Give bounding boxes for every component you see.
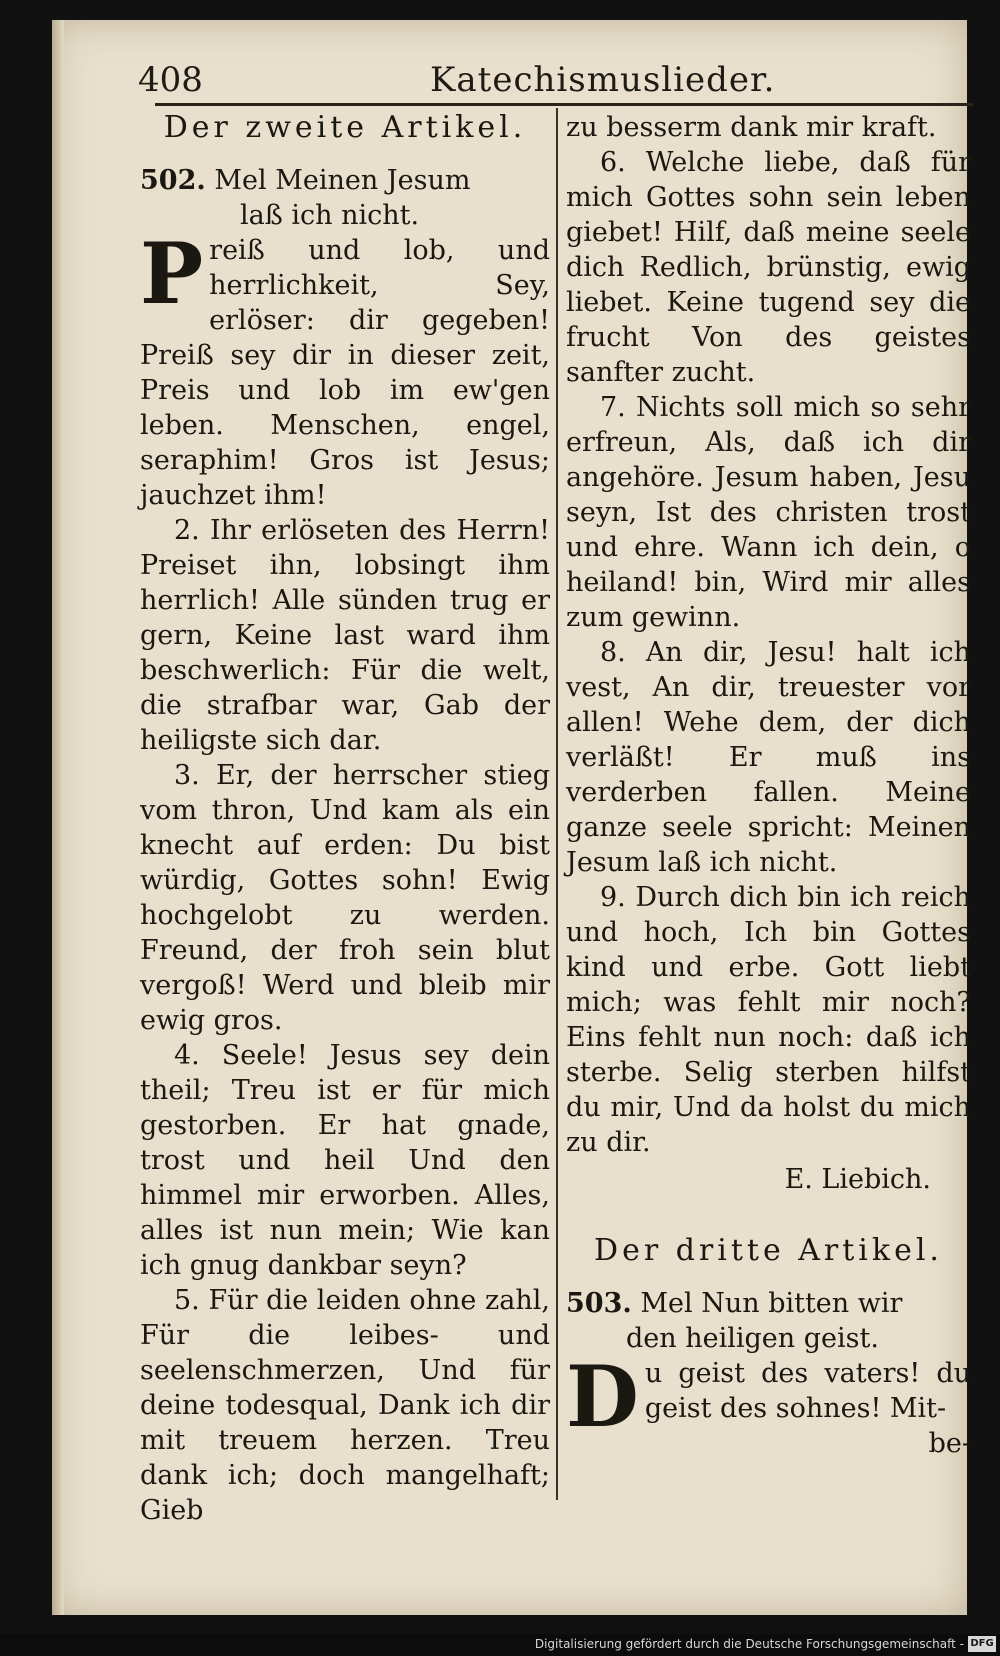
header-rule	[155, 103, 973, 106]
verse-1-text: reiß und lob, und herrlichkeit, Sey, erlöser: dir gegeben! Preiß sey dir in dieser zeit, Preis und lob im ew'gen leben. Menschen, engel, seraphim! Gros ist Jesus; jauchzet ihm!	[140, 235, 550, 511]
dfg-logo: DFG	[968, 1636, 996, 1652]
author-signature: E. Liebich.	[784, 1164, 931, 1195]
page-header	[130, 52, 970, 102]
verse-8: 8. An dir, Jesu! halt ich vest, An dir, treuester vor allen! Wehe dem, der dich verläßt! Er muß ins verderben fallen. Meine ganze seele spricht: Meinen Jesum laß ich nicht.	[566, 637, 971, 878]
hymn-503-verse-1-text: u geist des vaters! du geist des sohnes! Mit-	[644, 1358, 971, 1424]
section-title-second-article: Der zweite Artikel.	[163, 110, 527, 145]
hymn-number-503: 503.	[566, 1288, 632, 1319]
running-head: Katechismuslieder.	[430, 60, 776, 100]
verse-5-continuation: zu besserm dank mir kraft.	[566, 112, 937, 143]
page-edge	[52, 20, 64, 1615]
verse-6: 6. Welche liebe, daß für mich Gottes sohn sein leben giebet! Hilf, daß meine seele dich Redlich, brünstig, ewig liebet. Keine tugend sey die frucht Von des geistes sanfter zucht.	[566, 147, 971, 388]
verse-7: 7. Nichts soll mich so sehr erfreun, Als, daß ich dir angehöre. Jesum haben, Jesu seyn, Ist des christen trost und ehre. Wann ich dein, o heiland! bin, Wird mir alles zum gewinn.	[566, 392, 971, 633]
drop-cap: P	[140, 224, 204, 323]
digitization-footer	[0, 1634, 1000, 1656]
verse-4: 4. Seele! Jesus sey dein theil; Treu ist er für mich gestorben. Er hat gnade, trost und heil Und den himmel mir erworben. Alles, alles ist nun mein; Wie kan ich gnug dankbar seyn?	[140, 1040, 550, 1281]
verse-1	[140, 224, 550, 513]
melody-line-1: Mel Meinen Jesum	[214, 165, 471, 196]
page-number: 408	[138, 60, 203, 100]
melody-503-line-2: den heiligen geist.	[626, 1323, 879, 1354]
funding-credit: Digitalisierung gefördert durch die Deutsche Forschungsgemeinschaft -	[534, 1637, 964, 1651]
melody-503-line-1: Mel Nun bitten wir	[640, 1288, 903, 1319]
hymn-number: 502.	[140, 165, 206, 196]
left-column	[140, 110, 550, 1528]
verse-3: 3. Er, der herrscher stieg vom thron, Und kam als ein knecht auf erden: Du bist würdig, Gottes sohn! Ewig hochgelobt zu werden. Freund, der froh sein blut vergoß! Werd und bleib mir ewig gros.	[140, 760, 550, 1036]
melody-line-2: laß ich nicht.	[240, 200, 420, 231]
verse-5: 5. Für die leiden ohne zahl, Für die leibes- und seelenschmerzen, Und für deine todesqual, Dank ich dir mit treuem herzen. Treu dank ich; doch mangelhaft; Gieb	[140, 1285, 550, 1526]
melody-indication	[140, 163, 550, 198]
melody-indication-503	[566, 1286, 971, 1321]
section-title-third-article: Der dritte Artikel.	[594, 1233, 943, 1268]
column-divider	[556, 108, 558, 1500]
catchword: be-	[928, 1428, 971, 1459]
verse-2: 2. Ihr erlöseten des Herrn! Preiset ihn, lobsingt ihm herrlich! Alle sünden trug er gern, Keine last ward ihm beschwerlich: Für die welt, die strafbar war, Gab der heiligste sich dar.	[140, 515, 550, 756]
drop-cap-503: D	[566, 1347, 639, 1446]
verse-9: 9. Durch dich bin ich reich und hoch, Ich bin Gottes kind und erbe. Gott liebt mich; was fehlt mir noch? Eins fehlt nun noch: daß ich sterbe. Selig sterben hilfst du mir, Und da holst du mich zu dir.	[566, 882, 971, 1158]
right-column	[566, 110, 971, 1461]
